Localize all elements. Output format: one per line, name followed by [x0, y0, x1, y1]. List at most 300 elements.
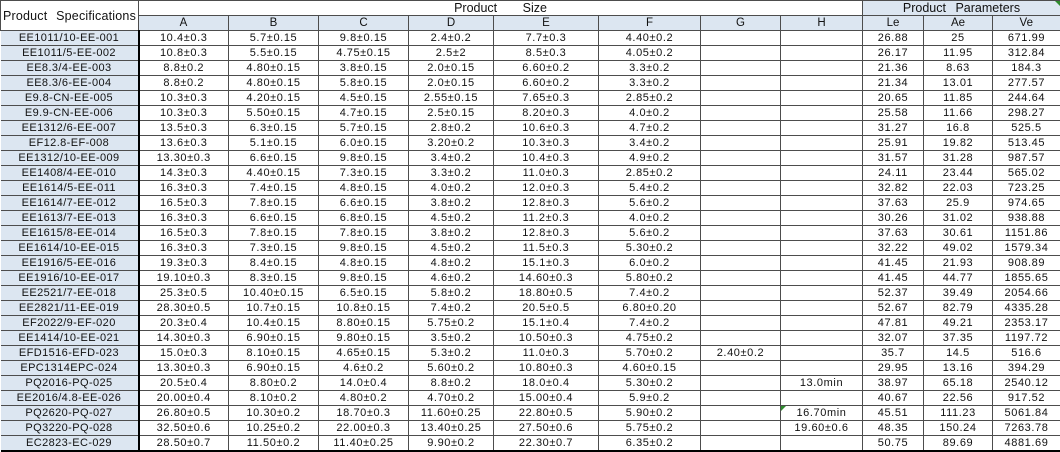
value-cell-g	[701, 211, 781, 226]
value-cell-a: 10.3±0.3	[139, 106, 229, 121]
value-cell-ae: 13.16	[924, 361, 993, 376]
value-cell-a: 25.3±0.5	[139, 286, 229, 301]
value-cell-d: 4.0±0.2	[409, 181, 494, 196]
value-cell-h	[781, 136, 863, 151]
value-cell-g	[701, 436, 781, 451]
value-cell-c: 6.6±0.15	[319, 196, 409, 211]
value-cell-h	[781, 211, 863, 226]
value-cell-ve: 917.52	[993, 391, 1060, 406]
table-row	[1, 91, 1060, 106]
value-cell-le: 24.11	[863, 166, 924, 181]
product-name-cell: EF2022/9-EF-020	[1, 316, 139, 331]
value-cell-h	[781, 31, 863, 46]
value-cell-h	[781, 436, 863, 451]
value-cell-f: 5.30±0.2	[599, 241, 701, 256]
value-cell-ve: 525.5	[993, 121, 1060, 136]
value-cell-f: 3.4±0.2	[599, 136, 701, 151]
value-cell-b: 8.4±0.15	[229, 256, 319, 271]
value-cell-g	[701, 121, 781, 136]
value-cell-d: 5.60±0.2	[409, 361, 494, 376]
value-cell-c: 9.8±0.15	[319, 31, 409, 46]
value-cell-d: 8.8±0.2	[409, 376, 494, 391]
value-cell-f: 7.4±0.2	[599, 286, 701, 301]
table-row	[1, 151, 1060, 166]
value-cell-d: 5.3±0.2	[409, 346, 494, 361]
value-cell-ve: 2054.66	[993, 286, 1060, 301]
value-cell-ve: 298.27	[993, 106, 1060, 121]
value-cell-g	[701, 166, 781, 181]
product-name-cell: EE1011/10-EE-001	[1, 31, 139, 46]
table-row	[1, 106, 1060, 121]
value-cell-h: 16.70min	[781, 406, 863, 421]
table-row	[1, 301, 1060, 316]
header-row-columns	[1, 16, 1060, 31]
value-cell-h: 13.0min	[781, 376, 863, 391]
value-cell-e: 11.5±0.3	[494, 241, 599, 256]
value-cell-b: 5.7±0.15	[229, 31, 319, 46]
value-cell-f: 4.0±0.2	[599, 106, 701, 121]
col-header-h: H	[781, 16, 863, 31]
value-cell-ae: 16.8	[924, 121, 993, 136]
value-cell-h	[781, 46, 863, 61]
value-cell-ve: 516.6	[993, 346, 1060, 361]
product-name-cell: EC2823-EC-029	[1, 436, 139, 451]
value-cell-f: 5.90±0.2	[599, 406, 701, 421]
value-cell-g	[701, 391, 781, 406]
value-cell-b: 10.7±0.15	[229, 301, 319, 316]
value-cell-le: 40.67	[863, 391, 924, 406]
value-cell-ae: 82.79	[924, 301, 993, 316]
value-cell-e: 14.60±0.3	[494, 271, 599, 286]
value-cell-a: 16.3±0.3	[139, 241, 229, 256]
value-cell-f: 5.6±0.2	[599, 196, 701, 211]
value-cell-a: 16.3±0.3	[139, 181, 229, 196]
value-cell-b: 4.80±0.15	[229, 76, 319, 91]
value-cell-a: 20.3±0.4	[139, 316, 229, 331]
value-cell-c: 10.8±0.15	[319, 301, 409, 316]
value-cell-ve: 312.84	[993, 46, 1060, 61]
value-cell-e: 10.6±0.3	[494, 121, 599, 136]
value-cell-a: 13.5±0.3	[139, 121, 229, 136]
value-cell-a: 26.80±0.5	[139, 406, 229, 421]
value-cell-b: 6.90±0.15	[229, 331, 319, 346]
value-cell-ae: 111.23	[924, 406, 993, 421]
value-cell-g	[701, 376, 781, 391]
value-cell-f: 4.40±0.2	[599, 31, 701, 46]
value-cell-e: 12.8±0.3	[494, 196, 599, 211]
value-cell-b: 4.80±0.15	[229, 61, 319, 76]
value-cell-f: 5.75±0.2	[599, 421, 701, 436]
value-cell-ae: 8.63	[924, 61, 993, 76]
value-cell-d: 4.6±0.2	[409, 271, 494, 286]
value-cell-c: 4.7±0.15	[319, 106, 409, 121]
value-cell-e: 10.50±0.3	[494, 331, 599, 346]
value-cell-b: 10.30±0.2	[229, 406, 319, 421]
product-name-cell: PQ2620-PQ-027	[1, 406, 139, 421]
value-cell-a: 20.00±0.4	[139, 391, 229, 406]
value-cell-a: 10.8±0.3	[139, 46, 229, 61]
value-cell-g	[701, 151, 781, 166]
value-cell-c: 18.70±0.3	[319, 406, 409, 421]
value-cell-ae: 49.02	[924, 241, 993, 256]
col-header-g: G	[701, 16, 781, 31]
product-name-cell: EE2016/4.8-EE-026	[1, 391, 139, 406]
value-cell-le: 37.63	[863, 226, 924, 241]
value-cell-le: 30.26	[863, 211, 924, 226]
value-cell-h	[781, 256, 863, 271]
value-cell-h	[781, 241, 863, 256]
value-cell-b: 7.4±0.15	[229, 181, 319, 196]
value-cell-h	[781, 106, 863, 121]
value-cell-f: 4.75±0.2	[599, 331, 701, 346]
value-cell-h	[781, 301, 863, 316]
value-cell-g	[701, 91, 781, 106]
value-cell-c: 14.0±0.4	[319, 376, 409, 391]
value-cell-g	[701, 421, 781, 436]
value-cell-h	[781, 286, 863, 301]
value-cell-b: 7.3±0.15	[229, 241, 319, 256]
table-row	[1, 61, 1060, 76]
value-cell-b: 5.50±0.15	[229, 106, 319, 121]
value-cell-d: 3.5±0.2	[409, 331, 494, 346]
col-header-e: E	[494, 16, 599, 31]
value-cell-le: 31.27	[863, 121, 924, 136]
value-cell-ae: 37.35	[924, 331, 993, 346]
value-cell-e: 8.5±0.3	[494, 46, 599, 61]
value-cell-c: 11.40±0.25	[319, 436, 409, 451]
col-header-ae: Ae	[924, 16, 993, 31]
value-cell-d: 3.8±0.2	[409, 196, 494, 211]
table-row	[1, 271, 1060, 286]
value-cell-h	[781, 61, 863, 76]
table-body	[1, 31, 1060, 452]
value-cell-a: 14.30±0.3	[139, 331, 229, 346]
value-cell-ve: 1197.72	[993, 331, 1060, 346]
value-cell-h	[781, 76, 863, 91]
value-cell-c: 5.8±0.15	[319, 76, 409, 91]
value-cell-a: 28.30±0.5	[139, 301, 229, 316]
value-cell-e: 18.0±0.4	[494, 376, 599, 391]
value-cell-le: 35.7	[863, 346, 924, 361]
value-cell-g	[701, 271, 781, 286]
table-row	[1, 421, 1060, 436]
value-cell-d: 4.5±0.2	[409, 211, 494, 226]
table-row	[1, 346, 1060, 361]
value-cell-b: 8.3±0.15	[229, 271, 319, 286]
value-cell-e: 7.7±0.3	[494, 31, 599, 46]
value-cell-f: 4.9±0.2	[599, 151, 701, 166]
value-cell-b: 4.20±0.15	[229, 91, 319, 106]
value-cell-b: 10.40±0.15	[229, 286, 319, 301]
col-header-le: Le	[863, 16, 924, 31]
product-name-cell: EF12.8-EF-008	[1, 136, 139, 151]
value-cell-f: 6.0±0.2	[599, 256, 701, 271]
value-cell-ve: 244.64	[993, 91, 1060, 106]
value-cell-c: 9.8±0.15	[319, 151, 409, 166]
value-cell-le: 50.75	[863, 436, 924, 451]
product-name-cell: EE8.3/6-EE-004	[1, 76, 139, 91]
value-cell-le: 48.35	[863, 421, 924, 436]
value-cell-a: 14.3±0.3	[139, 166, 229, 181]
value-cell-d: 2.5±0.15	[409, 106, 494, 121]
table-row	[1, 331, 1060, 346]
value-cell-ae: 25.9	[924, 196, 993, 211]
col-header-c: C	[319, 16, 409, 31]
value-cell-b: 6.3±0.15	[229, 121, 319, 136]
value-cell-le: 37.63	[863, 196, 924, 211]
product-name-cell: EE1312/10-EE-009	[1, 151, 139, 166]
value-cell-ae: 13.01	[924, 76, 993, 91]
value-cell-ve: 565.02	[993, 166, 1060, 181]
value-cell-ve: 513.45	[993, 136, 1060, 151]
value-cell-a: 13.30±0.3	[139, 361, 229, 376]
value-cell-c: 9.8±0.15	[319, 271, 409, 286]
value-cell-d: 3.4±0.2	[409, 151, 494, 166]
product-name-cell: EE1613/7-EE-013	[1, 211, 139, 226]
col-header-f: F	[599, 16, 701, 31]
value-cell-a: 19.10±0.3	[139, 271, 229, 286]
value-cell-a: 15.0±0.3	[139, 346, 229, 361]
product-name-cell: EE1614/7-EE-012	[1, 196, 139, 211]
value-cell-ae: 31.28	[924, 151, 993, 166]
table-header	[1, 1, 1060, 31]
value-cell-b: 5.1±0.15	[229, 136, 319, 151]
product-name-cell: EE1312/6-EE-007	[1, 121, 139, 136]
value-cell-c: 8.80±0.15	[319, 316, 409, 331]
value-cell-d: 2.55±0.15	[409, 91, 494, 106]
value-cell-ae: 25	[924, 31, 993, 46]
value-cell-g	[701, 136, 781, 151]
value-cell-ve: 1151.86	[993, 226, 1060, 241]
table-row	[1, 406, 1060, 421]
value-cell-g	[701, 226, 781, 241]
value-cell-e: 27.50±0.6	[494, 421, 599, 436]
value-cell-le: 41.45	[863, 271, 924, 286]
value-cell-b: 10.4±0.15	[229, 316, 319, 331]
value-cell-ve: 987.57	[993, 151, 1060, 166]
product-name-cell: EE1011/5-EE-002	[1, 46, 139, 61]
col-header-b: B	[229, 16, 319, 31]
value-cell-le: 31.57	[863, 151, 924, 166]
value-cell-c: 9.80±0.15	[319, 331, 409, 346]
value-cell-ve: 938.88	[993, 211, 1060, 226]
value-cell-g	[701, 196, 781, 211]
value-cell-d: 4.5±0.2	[409, 241, 494, 256]
value-cell-ae: 22.56	[924, 391, 993, 406]
value-cell-a: 16.3±0.3	[139, 211, 229, 226]
value-cell-d: 7.4±0.2	[409, 301, 494, 316]
value-cell-ve: 671.99	[993, 31, 1060, 46]
product-name-cell: EE2821/11-EE-019	[1, 301, 139, 316]
product-name-cell: EPC1314EPC-024	[1, 361, 139, 376]
table-row	[1, 196, 1060, 211]
comment-marker-icon	[1055, 1, 1060, 6]
value-cell-f: 3.3±0.2	[599, 61, 701, 76]
value-cell-le: 26.88	[863, 31, 924, 46]
value-cell-h	[781, 91, 863, 106]
value-cell-e: 12.0±0.3	[494, 181, 599, 196]
value-cell-e: 6.60±0.2	[494, 76, 599, 91]
value-cell-f: 2.85±0.2	[599, 166, 701, 181]
product-name-cell: EE1408/4-EE-010	[1, 166, 139, 181]
value-cell-f: 7.4±0.2	[599, 316, 701, 331]
table-row	[1, 121, 1060, 136]
value-cell-e: 6.60±0.2	[494, 61, 599, 76]
value-cell-f: 3.3±0.2	[599, 76, 701, 91]
value-cell-a: 28.50±0.7	[139, 436, 229, 451]
product-name-cell: EE1916/10-EE-017	[1, 271, 139, 286]
table-row	[1, 226, 1060, 241]
value-cell-ve: 974.65	[993, 196, 1060, 211]
value-cell-b: 6.90±0.15	[229, 361, 319, 376]
value-cell-a: 20.5±0.4	[139, 376, 229, 391]
value-cell-g	[701, 361, 781, 376]
value-cell-ve: 2353.17	[993, 316, 1060, 331]
table-row	[1, 136, 1060, 151]
value-cell-c: 6.5±0.15	[319, 286, 409, 301]
product-name-cell: EE1615/8-EE-014	[1, 226, 139, 241]
value-cell-ve: 723.25	[993, 181, 1060, 196]
value-cell-b: 6.6±0.15	[229, 151, 319, 166]
value-cell-c: 4.65±0.15	[319, 346, 409, 361]
value-cell-le: 21.36	[863, 61, 924, 76]
value-cell-b: 10.25±0.2	[229, 421, 319, 436]
value-cell-e: 22.80±0.5	[494, 406, 599, 421]
product-name-cell: PQ2016-PQ-025	[1, 376, 139, 391]
value-cell-h	[781, 166, 863, 181]
table-row	[1, 211, 1060, 226]
value-cell-c: 4.8±0.15	[319, 256, 409, 271]
header-row-groups	[1, 1, 1060, 16]
value-cell-h	[781, 271, 863, 286]
product-parameters-header	[863, 1, 1060, 16]
value-cell-g	[701, 301, 781, 316]
value-cell-c: 22.00±0.3	[319, 421, 409, 436]
value-cell-le: 41.45	[863, 256, 924, 271]
value-cell-g	[701, 61, 781, 76]
value-cell-ve: 4881.69	[993, 436, 1060, 451]
product-name-cell: PQ3220-PQ-028	[1, 421, 139, 436]
value-cell-c: 4.6±0.2	[319, 361, 409, 376]
value-cell-f: 5.30±0.2	[599, 376, 701, 391]
value-cell-le: 47.81	[863, 316, 924, 331]
value-cell-e: 20.5±0.5	[494, 301, 599, 316]
value-cell-h	[781, 121, 863, 136]
table-row	[1, 31, 1060, 46]
value-cell-g	[701, 31, 781, 46]
value-cell-b: 5.5±0.15	[229, 46, 319, 61]
value-cell-e: 11.0±0.3	[494, 166, 599, 181]
value-cell-ae: 65.18	[924, 376, 993, 391]
value-cell-ae: 49.21	[924, 316, 993, 331]
table-row	[1, 316, 1060, 331]
value-cell-d: 3.3±0.2	[409, 166, 494, 181]
value-cell-c: 4.8±0.15	[319, 181, 409, 196]
value-cell-g	[701, 331, 781, 346]
value-cell-a: 10.3±0.3	[139, 91, 229, 106]
value-cell-b: 7.8±0.15	[229, 196, 319, 211]
table-row	[1, 361, 1060, 376]
value-cell-b: 7.8±0.15	[229, 226, 319, 241]
value-cell-h	[781, 181, 863, 196]
value-cell-le: 25.58	[863, 106, 924, 121]
value-cell-ae: 11.66	[924, 106, 993, 121]
value-cell-ve: 394.29	[993, 361, 1060, 376]
value-cell-e: 8.20±0.3	[494, 106, 599, 121]
value-cell-g	[701, 241, 781, 256]
value-cell-b: 11.50±0.2	[229, 436, 319, 451]
table-row	[1, 286, 1060, 301]
value-cell-ae: 23.44	[924, 166, 993, 181]
value-cell-d: 4.8±0.2	[409, 256, 494, 271]
value-cell-f: 4.0±0.2	[599, 211, 701, 226]
value-cell-h	[781, 361, 863, 376]
value-cell-e: 18.80±0.5	[494, 286, 599, 301]
value-cell-f: 5.4±0.2	[599, 181, 701, 196]
value-cell-ve: 1579.34	[993, 241, 1060, 256]
product-name-cell: E9.9-CN-EE-006	[1, 106, 139, 121]
table-row	[1, 376, 1060, 391]
value-cell-f: 5.80±0.2	[599, 271, 701, 286]
value-cell-c: 6.8±0.15	[319, 211, 409, 226]
product-specifications-header: Product Specifications	[1, 1, 139, 31]
value-cell-f: 4.05±0.2	[599, 46, 701, 61]
value-cell-d: 5.8±0.2	[409, 286, 494, 301]
col-header-a: A	[139, 16, 229, 31]
value-cell-d: 3.20±0.2	[409, 136, 494, 151]
value-cell-ve: 2540.12	[993, 376, 1060, 391]
value-cell-d: 2.0±0.15	[409, 61, 494, 76]
value-cell-d: 2.0±0.15	[409, 76, 494, 91]
table-row	[1, 391, 1060, 406]
value-cell-a: 16.5±0.3	[139, 226, 229, 241]
value-cell-ve: 1855.65	[993, 271, 1060, 286]
value-cell-le: 20.65	[863, 91, 924, 106]
value-cell-a: 19.3±0.3	[139, 256, 229, 271]
value-cell-ae: 11.95	[924, 46, 993, 61]
product-name-cell: EE1414/10-EE-021	[1, 331, 139, 346]
value-cell-b: 8.10±0.2	[229, 391, 319, 406]
product-size-header: Product Size	[139, 1, 863, 16]
value-cell-le: 52.67	[863, 301, 924, 316]
value-cell-a: 10.4±0.3	[139, 31, 229, 46]
product-name-cell: EE8.3/4-EE-003	[1, 61, 139, 76]
value-cell-a: 32.50±0.6	[139, 421, 229, 436]
value-cell-e: 10.3±0.3	[494, 136, 599, 151]
value-cell-c: 7.3±0.15	[319, 166, 409, 181]
value-cell-f: 2.85±0.2	[599, 91, 701, 106]
value-cell-h	[781, 346, 863, 361]
value-cell-c: 4.75±0.15	[319, 46, 409, 61]
value-cell-d: 9.90±0.2	[409, 436, 494, 451]
value-cell-h	[781, 196, 863, 211]
value-cell-d: 5.75±0.2	[409, 316, 494, 331]
value-cell-d: 3.8±0.2	[409, 226, 494, 241]
value-cell-h	[781, 226, 863, 241]
value-cell-ae: 39.49	[924, 286, 993, 301]
comment-marker-icon	[781, 406, 786, 411]
value-cell-g: 2.40±0.2	[701, 346, 781, 361]
value-cell-e: 11.2±0.3	[494, 211, 599, 226]
value-cell-g	[701, 76, 781, 91]
value-cell-g	[701, 406, 781, 421]
value-cell-d: 4.70±0.2	[409, 391, 494, 406]
value-cell-ae: 14.5	[924, 346, 993, 361]
table-row	[1, 181, 1060, 196]
table-row	[1, 46, 1060, 61]
value-cell-g	[701, 46, 781, 61]
value-cell-f: 6.35±0.2	[599, 436, 701, 451]
